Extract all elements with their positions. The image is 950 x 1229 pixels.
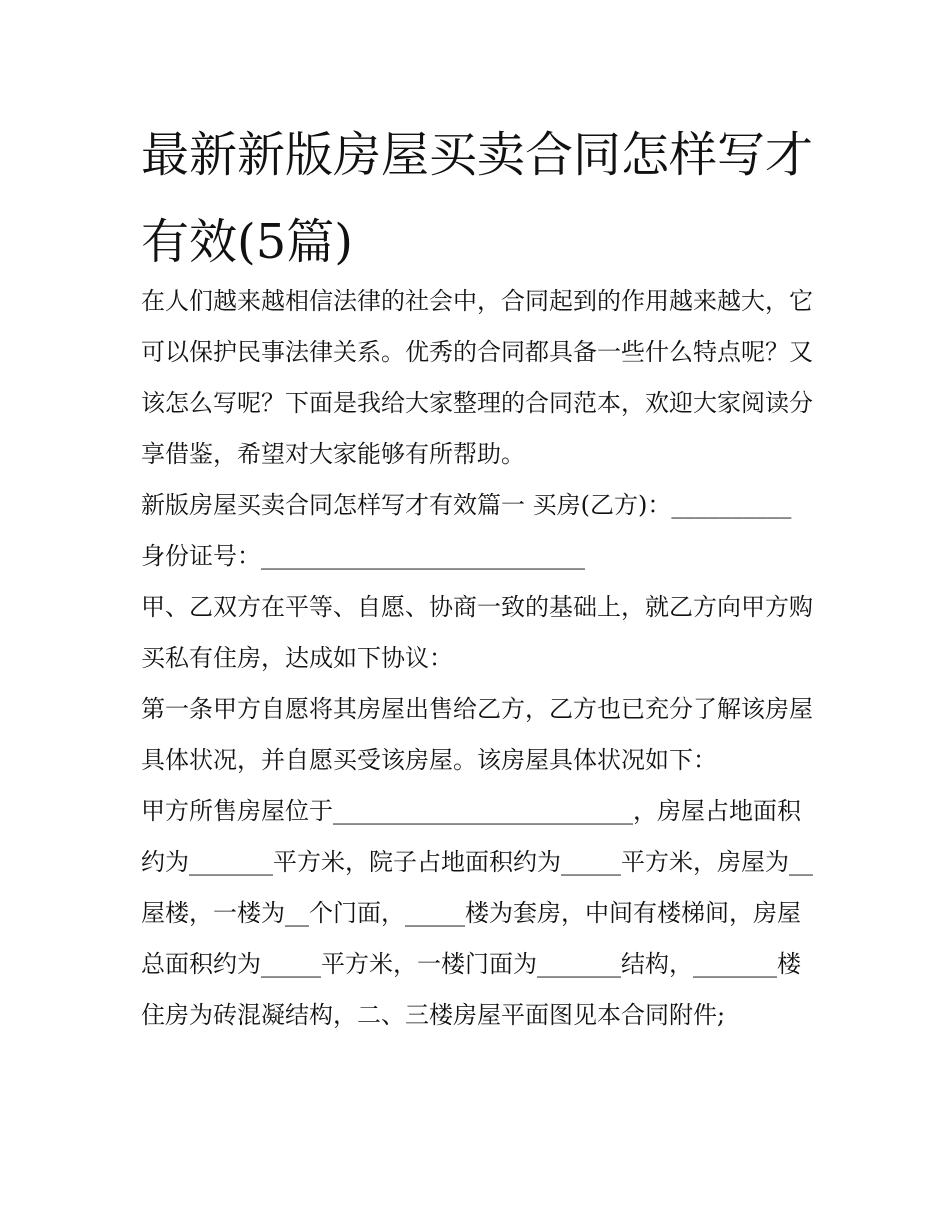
intro-paragraph: 在人们越来越相信法律的社会中，合同起到的作用越来越大，它可以保护民事法律关系。优秀的合同都具备一些什么特点呢？又该怎么写呢？下面是我给大家整理的合同范本，欢迎大家阅读分享借鉴，希望对大家能够有所帮助。 <box>141 287 813 468</box>
property-details-paragraph: 甲方所售房屋位于_________________________，房屋占地面积约为_______平方米，院子占地面积约为_____平方米，房屋为__屋楼，一楼为__个门面，_____楼为套房，中间有楼梯间，房屋总面积约为_____平方米，一楼门面为_______结构，_______楼住房为砖混凝结构，二、三楼房屋平面图见本合同附件; <box>141 797 813 1029</box>
agreement-paragraph: 甲、乙双方在平等、自愿、协商一致的基础上，就乙方向甲方购买私有住房，达成如下协议： <box>141 593 813 672</box>
id-number-line: 身份证号：___________________________ <box>141 542 585 570</box>
document-body <box>141 276 821 1041</box>
article-one-paragraph: 第一条甲方自愿将其房屋出售给乙方，乙方也已充分了解该房屋具体状况，并自愿买受该房屋。该房屋具体状况如下： <box>141 695 813 774</box>
document-title: 最新新版房屋买卖合同怎样写才有效(5篇) <box>141 127 814 270</box>
section-heading-buyer: 新版房屋买卖合同怎样写才有效篇一 买房(乙方)：__________ <box>141 491 792 519</box>
